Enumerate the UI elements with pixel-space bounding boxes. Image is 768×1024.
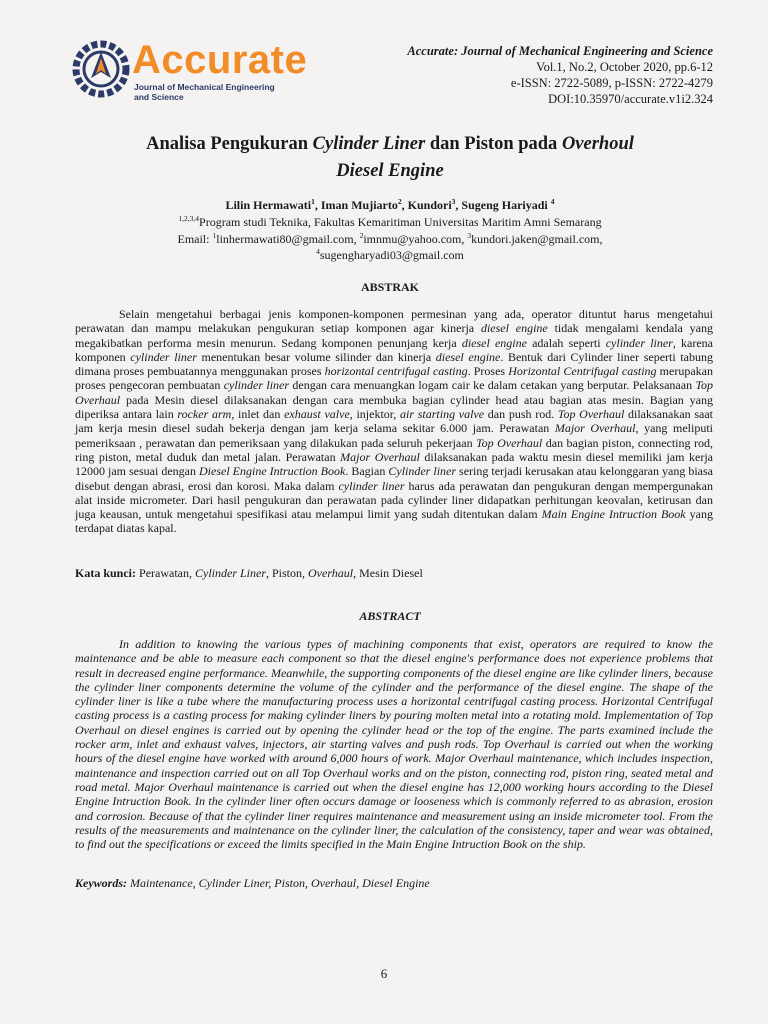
keywords: Keywords: Maintenance, Cylinder Liner, Piston, Overhaul, Diesel Engine [75, 876, 430, 890]
kata-kunci-label: Kata kunci: [75, 566, 137, 580]
affiliation: $^{1,2,3,4}$Program studi Teknika, Fakultas Kemaritiman Universitas Maritim Amni Semarang [178, 214, 602, 229]
author-emails: Email: $^1$linhermawati80@gmail.com, $^2$imnmu@yahoo.com, $^3$kundori.jaken@gmail.com, $^4$sugengharyadi03@gmail.com [177, 231, 603, 262]
logo-subtitle: Journal of Mechanical Engineering and Science [134, 82, 275, 102]
page-number: 6 [380, 966, 388, 981]
author-list: Lilin Hermawati$^1$, Iman Mujiarto$^2$, Kundori$^3$, Sugeng Hariyadi $^4$ [225, 197, 555, 212]
journal-doi: DOI:10.35970/accurate.v1i2.324 [548, 92, 713, 106]
kata-kunci: Kata kunci: Perawatan, Cylinder Liner, Piston, Overhaul, Mesin Diesel [75, 566, 423, 580]
abstrak-heading: ABSTRAK [360, 280, 419, 294]
journal-info [333, 43, 713, 107]
abstract-heading: ABSTRACT [359, 609, 421, 623]
journal-logo [70, 38, 330, 108]
gear-compass-logo-icon [70, 38, 132, 100]
abstract-body: In addition to knowing the various types of machining components that exist, operators are required to know the maintenance and be able to measure each component so that the diesel engine's performance does not experience problems that result in decreased engine performance. Meanwhile, the supporting components of the diesel engine are like cylinder liners, because the cylinder liner components determine the volume of the cylinder and the performance of the diesel engine. The shape of the cylinder liner is like a tube where the manufacturing process uses a horizontal centrifugal casting process. Horizontal Centrifugal casting process is a casting process for making cylinder liners by pouring molten metal into a rotating mold. Implementation of Top Overhaul on diesel engines is carried out by opening the cylinder head or the top of the engine. The parts examined include the rocker arm, inlet and exhaust valves, injectors, air starting valves and push rods. Top Overhaul is carried out when the working hours of the diesel engine have worked with around 6,000 hours of work. Major Overhaul maintenance, which includes inspection, maintenance and inspection carried out on all Top Overhaul works and on the piston, connecting rod, piston ring, seated metal and road metal. Major Overhaul maintenance is carried out when the diesel engine has 12,000 working hours according to the Diesel Engine Intruction Book. In the cylinder liner often occurs damage or looseness which is commonly referred to as abrasion, erosion and corrosion. Because of that the cylinder liner requires maintenance and measurement using an inside micrometer tool. From the results of the measurements and maintenance on the cylinder liner, the calculation of the consistency, taper and wear was obtained, to find out the specifications or exceed the limits specified in the Main Engine Intruction Book on the ship. [75, 637, 713, 852]
keywords-label: Keywords: [75, 876, 127, 890]
logo-wordmark: Accurate [132, 38, 308, 82]
paper-title: Analisa Pengukuran Cylinder Liner dan Piston pada Overhoul Diesel Engine [146, 134, 634, 181]
journal-volume: Vol.1, No.2, October 2020, pp.6-12 [536, 60, 713, 74]
abstrak-body: Selain mengetahui berbagai jenis komponen-komponen permesinan yang ada, operator dituntut harus mengetahui perawatan dan mampu melakukan pengukuran setiap komponen agar kinerja diesel engine tidak mengalami kendala yang megakibatkan performa mesin menurun. Sedang komponen penunjang kerja diesel engine adalah seperti cylinder liner, karena komponen cylinder liner menentukan besar volume silinder dan kinerja diesel engine. Bentuk dari Cylinder liner seperti tabung dimana proses pembuatannya menggunakan proses horizontal centrifugal casting. Proses Horizontal Centrifugal casting merupakan proses pengecoran pembuatan cylinder liner dengan cara menuangkan logam cair ke dalam cetakan yang berputar. Pelaksanaan Top Overhaul pada Mesin diesel dilaksanakan dengan cara membuka bagian cylinder head atau bagian atas mesin. Bagian yang diperiksa antara lain rocker arm, inlet dan exhaust valve, injektor, air starting valve dan push rod. Top Overhaul dilaksanakan saat jam kerja mesin diesel sudah bekerja dengan jam kerja selama sekitar 6.000 jam. Perawatan Major Overhaul, yang meliputi pemeriksaan , perawatan dan pemeriksaan yang dilakukan pada seluruh pekerjaan Top Overhaul dan bagian piston, connecting rod, ring piston, metal duduk dan metal jalan. Perawatan Major Overhaul dilaksanakan pada waktu mesin diesel memiliki jam kerja 12000 jam sesuai dengan Diesel Engine Intruction Book. Bagian Cylinder liner sering terjadi kerusakan atau kelonggaran yang biasa disebut dengan abrasi, erosi dan korosi. Maka dalam cylinder liner harus ada perawatan dan pengukuran dengan mempergunakan alat inside micrometer. Dari hasil pengukuran dan perawatan pada cylinder liner didapatkan perhitungan keovalan, ketirusan dan juga keausan, untuk mengetahui spesifikasi atau melampui limit yang sudah ditentukan dalam Main Engine Intruction Book yang terdapat diatas kapal. [75, 307, 714, 536]
journal-issn: e-ISSN: 2722-5089, p-ISSN: 2722-4279 [510, 76, 713, 90]
journal-name: Accurate: Journal of Mechanical Engineering and Science [407, 44, 713, 58]
